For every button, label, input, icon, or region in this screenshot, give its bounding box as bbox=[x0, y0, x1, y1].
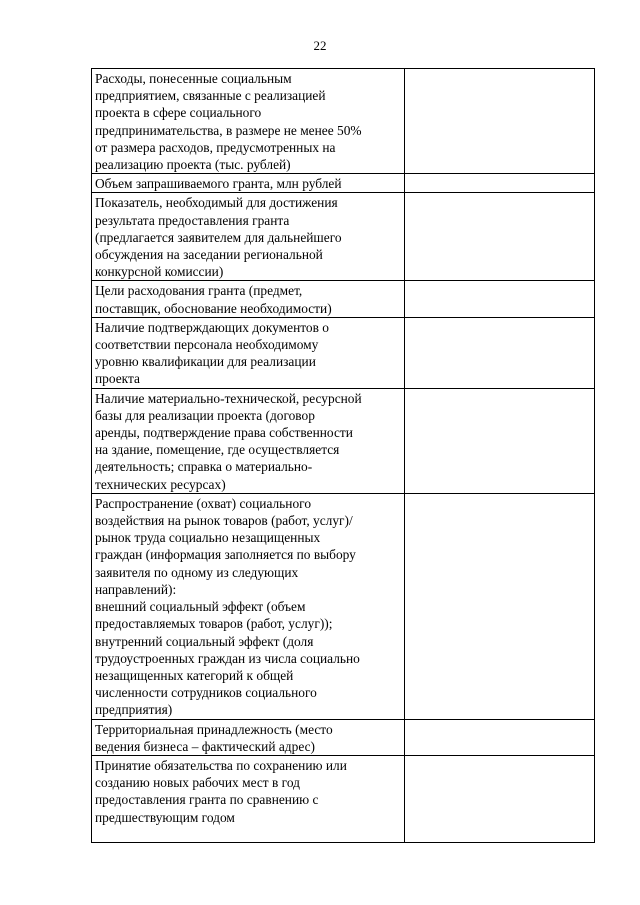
row-label-line: соответствии персонала необходимому bbox=[95, 337, 319, 353]
table-row bbox=[92, 719, 595, 755]
application-form-table bbox=[91, 68, 595, 843]
row-label-line: поставщик, обоснование необходимости) bbox=[95, 300, 332, 316]
row-label-line: Расходы, понесенные социальным bbox=[95, 71, 292, 86]
row-label-line: Наличие подтверждающих документов о bbox=[95, 319, 329, 335]
row-label-line: предоставления гранта по сравнению с bbox=[95, 792, 319, 808]
row-label-line: аренды, подтверждение права собственности bbox=[95, 425, 353, 441]
row-label-grant-amount bbox=[92, 174, 405, 193]
row-label-line: на здание, помещение, где осуществляется bbox=[95, 442, 340, 458]
row-label-line: граждан (информация заполняется по выбору bbox=[95, 547, 356, 563]
row-label-line: направлений): bbox=[95, 581, 177, 597]
row-label-line: предприятием, связанные с реализацией bbox=[95, 88, 326, 104]
table-row bbox=[92, 317, 595, 388]
page-number: 22 bbox=[313, 38, 327, 53]
row-label-line: реализацию проекта (тыс. рублей) bbox=[95, 157, 291, 173]
row-label-line: внешний социальный эффект (объем bbox=[95, 599, 306, 615]
table-row bbox=[92, 493, 595, 719]
row-value-material-technical-base[interactable] bbox=[405, 388, 595, 493]
row-label-line: Распространение (охват) социального bbox=[95, 495, 312, 511]
row-value-grant-spending-goals[interactable] bbox=[405, 281, 595, 317]
row-label-line: проекта в сфере социального bbox=[95, 105, 262, 121]
row-label-line: Показатель, необходимый для достижения bbox=[95, 195, 338, 211]
row-label-line: Цели расходования гранта (предмет, bbox=[95, 283, 303, 299]
table-row bbox=[92, 69, 595, 174]
row-value-grant-amount[interactable] bbox=[405, 174, 595, 193]
row-label-line: конкурсной комиссии) bbox=[95, 264, 224, 280]
row-label-line: трудоустроенных граждан из числа социально bbox=[95, 650, 360, 666]
row-label-jobs-commitment bbox=[92, 755, 405, 842]
row-label-line: предприятия) bbox=[95, 702, 173, 718]
row-label-line: рынок труда социально незащищенных bbox=[95, 530, 321, 546]
row-label-line: технических ресурсах) bbox=[95, 476, 226, 492]
row-label-social-enterprise-expenses bbox=[92, 69, 405, 174]
row-label-line: созданию новых рабочих мест в год bbox=[95, 775, 300, 791]
row-value-social-enterprise-expenses[interactable] bbox=[405, 69, 595, 174]
row-label-line: Принятие обязательства по сохранению или bbox=[95, 757, 347, 773]
row-label-social-impact-coverage bbox=[92, 493, 405, 719]
row-label-line: обсуждения на заседании региональной bbox=[95, 247, 323, 263]
row-label-line: деятельность; справка о материально- bbox=[95, 459, 313, 475]
row-label-line: Территориальная принадлежность (место bbox=[95, 721, 333, 737]
row-label-grant-spending-goals bbox=[92, 281, 405, 317]
row-label-line: предшествующим годом bbox=[95, 809, 235, 825]
row-label-line: базы для реализации проекта (договор bbox=[95, 407, 315, 423]
row-label-line: численности сотрудников социального bbox=[95, 685, 317, 701]
table-row bbox=[92, 281, 595, 317]
row-label-staff-qualification-documents bbox=[92, 317, 405, 388]
row-label-line: Объем запрашиваемого гранта, млн рублей bbox=[95, 176, 342, 192]
table-row bbox=[92, 174, 595, 193]
row-label-line: предпринимательства, в размере не менее 50% bbox=[95, 122, 362, 138]
row-label-line: заявителя по одному из следующих bbox=[95, 564, 299, 580]
row-value-social-impact-coverage[interactable] bbox=[405, 493, 595, 719]
row-label-line: результата предоставления гранта bbox=[95, 212, 290, 228]
row-value-result-indicator[interactable] bbox=[405, 193, 595, 281]
row-label-line: проекта bbox=[95, 371, 140, 387]
row-value-staff-qualification-documents[interactable] bbox=[405, 317, 595, 388]
row-label-line: уровню квалификации для реализации bbox=[95, 354, 316, 370]
row-label-line: предоставляемых товаров (работ, услуг)); bbox=[95, 616, 333, 632]
row-label-line: воздействия на рынок товаров (работ, услуг)/ bbox=[95, 513, 353, 529]
row-label-line: (предлагается заявителем для дальнейшего bbox=[95, 229, 342, 245]
table-row bbox=[92, 388, 595, 493]
row-label-line: ведения бизнеса – фактический адрес) bbox=[95, 738, 315, 754]
row-label-line: Наличие материально-технической, ресурсной bbox=[95, 390, 362, 406]
row-label-material-technical-base bbox=[92, 388, 405, 493]
table-row bbox=[92, 193, 595, 281]
row-value-territorial-affiliation[interactable] bbox=[405, 719, 595, 755]
row-value-jobs-commitment[interactable] bbox=[405, 755, 595, 842]
row-label-line: от размера расходов, предусмотренных на bbox=[95, 139, 336, 155]
row-label-line: незащищенных категорий к общей bbox=[95, 667, 294, 683]
row-label-line: внутренний социальный эффект (доля bbox=[95, 633, 314, 649]
table-row bbox=[92, 755, 595, 842]
row-label-result-indicator bbox=[92, 193, 405, 281]
row-label-territorial-affiliation bbox=[92, 719, 405, 755]
